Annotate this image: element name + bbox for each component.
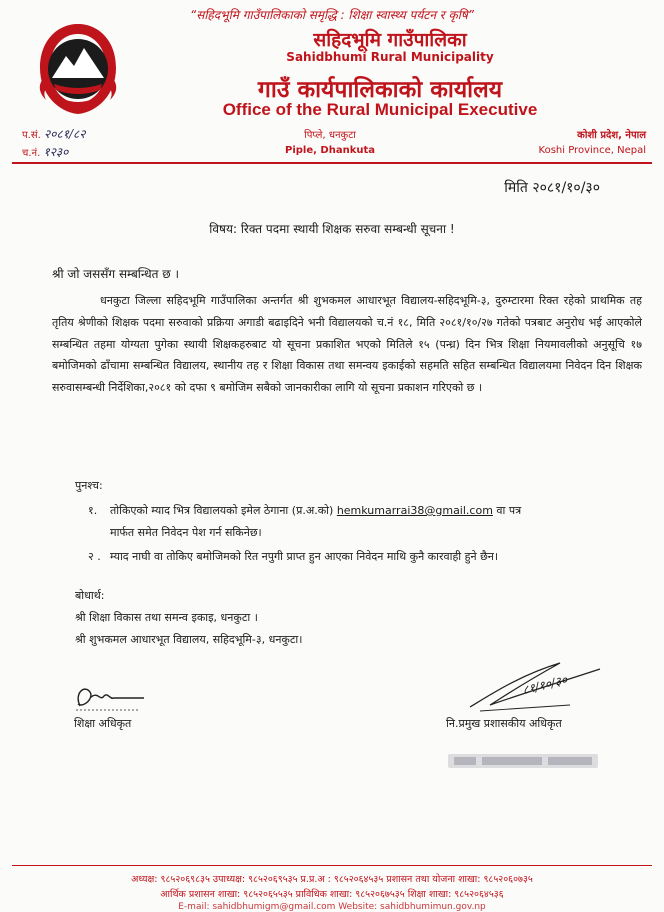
point-number: २ . (88, 550, 101, 563)
signature-date: ८१/१०/३० (521, 672, 569, 698)
footer-divider (12, 865, 652, 866)
bodharth-block (75, 585, 302, 651)
point-number: १. (88, 504, 98, 517)
province-en: Koshi Province, Nepal (538, 145, 646, 156)
footer-contacts-1: अध्यक्ष: ९८५२०६९८३५ उपाध्यक्ष: ९८५२०६९५३५ प्र.प्र.अ : ९८५२०६४५३५ प्रशासन तथा योजना शाखा: ९८५२०६०७३५ (131, 874, 533, 885)
bodharth-label: बोधार्थ: (75, 589, 105, 602)
address-en: Piple, Dhankuta (285, 145, 375, 156)
municipality-name-np: सहिदभूमि गाउँपालिका (313, 29, 467, 51)
office-name-np: गाउँ कार्यपालिकाको कार्यालय (257, 77, 503, 103)
footer-email-website: E-mail: sahidbhumigm@gmail.com Website: sahidbhumimun.gov.np (178, 902, 486, 912)
letter-date: मिति २०८१/१०/३० (504, 180, 600, 196)
province-np: कोशी प्रदेश, नेपाल (577, 130, 646, 141)
motto: “सहिदभूमि गाउँपालिकाको समृद्धि : शिक्षा स्वास्थ्य पर्यटन र कृषि” (189, 8, 475, 22)
email-link[interactable]: hemkumarrai38@gmail.com (336, 504, 493, 517)
ref-label-ps: प.सं. (22, 130, 41, 141)
signatory-left-title: शिक्षा अधिकृत (74, 717, 132, 730)
office-name-en: Office of the Rural Municipal Executive (222, 100, 538, 119)
point-continuation: मार्फत समेत निवेदन पेश गर्न सकिनेछ। (110, 526, 262, 539)
point-text: तोकिएको म्याद भित्र विद्यालयको इमेल ठेगाना (प्र.अ.को) (110, 504, 334, 517)
point-text: म्याद नाघी वा तोकिए बमोजिमको रित नपुगी प्राप्त हुन आएका निवेदन माथि कुनै कारवाही हुने छैन। (110, 550, 499, 563)
bodharth-item: श्री शिक्षा विकास तथा समन्व इकाइ, धनकुटा । (75, 611, 258, 624)
address-np: पिप्ले, धनकुटा (304, 130, 356, 141)
letter-subject: विषय: रिक्त पदमा स्थायी शिक्षक सरुवा सम्बन्धी सूचना ! (209, 222, 455, 236)
bodharth-item: श्री शुभकमल आधारभूत विद्यालय, सहिदभूमि-३, धनकुटा। (75, 633, 303, 646)
reference-block (22, 126, 85, 162)
municipality-name-en: Sahidbhumi Rural Municipality (286, 50, 494, 64)
letter-greeting: श्री जो जससँग सम्बन्धित छ । (52, 267, 180, 281)
faded-stamp (444, 748, 604, 774)
point-text-after: वा पत्र (496, 504, 522, 517)
ref-label-cn: च.नं. (22, 148, 41, 159)
postscript-label: पुनश्च: (75, 479, 103, 492)
signatory-right-title: नि.प्रमुख प्रशासकीय अधिकृत (446, 717, 562, 730)
footer-contacts-2: आर्थिक प्रशासन शाखा: ९८५२०६५५३५ प्राविधिक शाखा: ९८५२०६७५३५ शिक्षा शाखा: ९८५२०६४५३६ (160, 889, 504, 900)
letter-body: धनकुटा जिल्ला सहिदभूमि गाउँपालिका अन्तर्गत श्री शुभकमल आधारभूत विद्यालय-सहिदभूमि-३, दुरुम्टारमा रिक्त रहेको प्राथमिक तह तृतिय श्रेणीको शिक्षक पदमा सरुवाको प्रक्रिया अगाडी बढाइदिने भनी विद्यालयको च.नं १८, मिति २०८१/१०/२७ गतेको पत्रबाट अनुरोध भई आएकोले सम्बन्धित तहमा योग्यता पुगेका स्थायी शिक्षकहरुबाट यो सूचना प्रकाशित भएको मितिले १५ (पन्ध्र) दिन भित्र शिक्षा नियमावलीको अनुसूचि १७ बमोजिमको ढाँचामा सम्बन्धित विद्यालय, स्थानीय तह र शिक्षा विकास तथा समन्वय इकाईको सहमति सहित सम्बन्धित विद्यालयमा निवेदन दिन शिक्षक सरुवासम्बन्धी निर्देशिका,२०८१ को दफा ९ बमोजिम सबैको जानकारीका लागि यो सूचना प्रकाशन गरिएको छ । (52, 294, 642, 395)
signature-left (70, 680, 148, 716)
ref-value-cn: १२३० (43, 145, 69, 159)
postscript-point-2 (88, 546, 648, 568)
municipality-emblem-logo (28, 20, 128, 120)
postscript-point-1 (88, 500, 648, 544)
office-address (240, 128, 420, 158)
header-divider (12, 162, 652, 164)
province (500, 128, 646, 158)
ref-value-ps: २०८१/८२ (44, 127, 86, 141)
